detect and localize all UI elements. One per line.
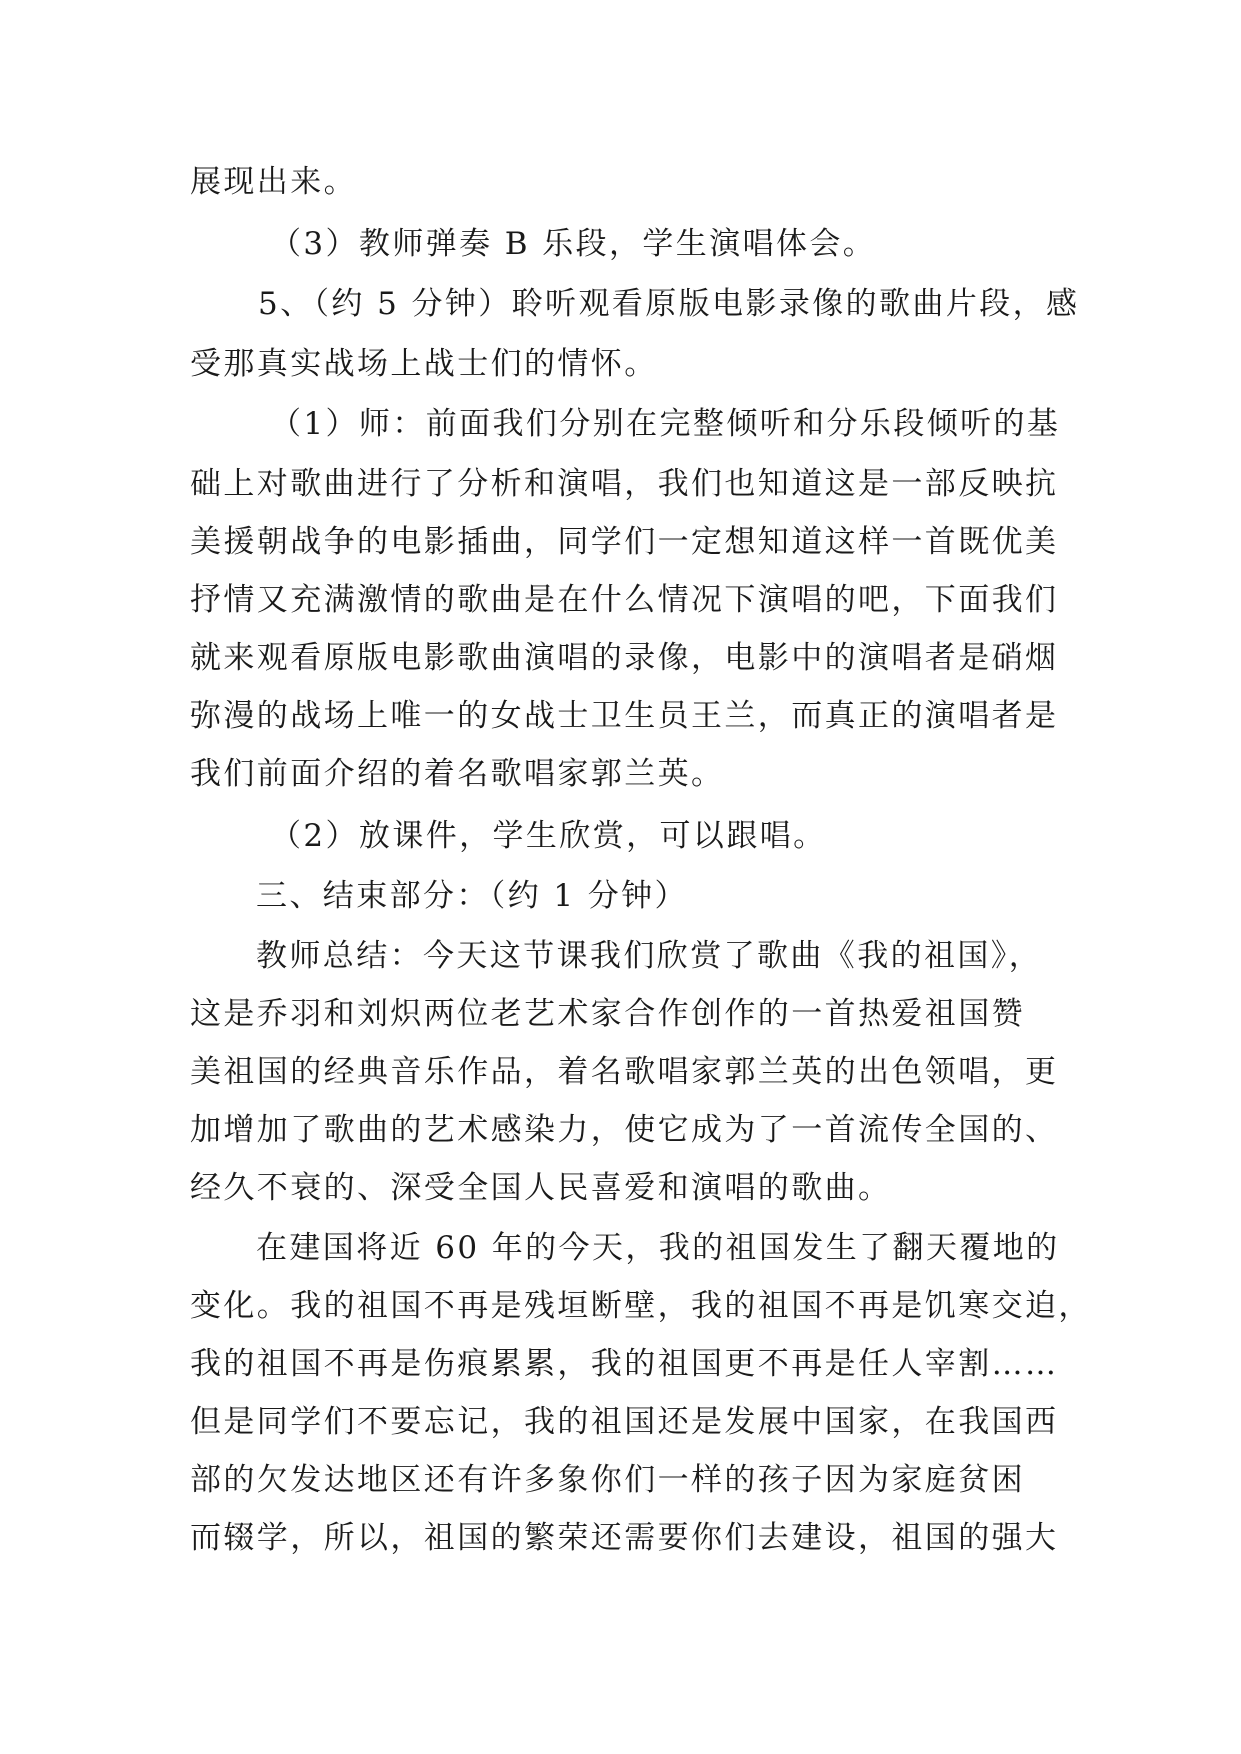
text-line: 加增加了歌曲的艺术感染力，使它成为了一首流传全国的、 <box>190 1112 1059 1148</box>
text-line: 变化。我的祖国不再是残垣断壁，我的祖国不再是饥寒交迫， <box>190 1288 1092 1324</box>
text-line: 础上对歌曲进行了分析和演唱，我们也知道这是一部反映抗 <box>190 466 1059 502</box>
text-line: 部的欠发达地区还有许多象你们一样的孩子因为家庭贫困 <box>190 1462 1025 1498</box>
text-line: 我们前面介绍的着名歌唱家郭兰英。 <box>190 756 725 792</box>
text-line: 在建国将近 60 年的今天，我的祖国发生了翻天覆地的 <box>256 1230 1060 1266</box>
text-line: 受那真实战场上战士们的情怀。 <box>190 346 658 382</box>
text-line: 弥漫的战场上唯一的女战士卫生员王兰，而真正的演唱者是 <box>190 698 1059 734</box>
text-line: 而辍学，所以，祖国的繁荣还需要你们去建设，祖国的强大 <box>190 1520 1059 1556</box>
text-line: （1）师：前面我们分别在完整倾听和分乐段倾听的基 <box>270 406 1061 442</box>
text-line: 美援朝战争的电影插曲，同学们一定想知道这样一首既优美 <box>190 524 1059 560</box>
text-line: （3）教师弹奏 B 乐段，学生演唱体会。 <box>270 226 877 262</box>
text-line: 教师总结：今天这节课我们欣赏了歌曲《我的祖国》， <box>256 938 1043 974</box>
text-line: 但是同学们不要忘记，我的祖国还是发展中国家，在我国西 <box>190 1404 1059 1440</box>
text-line: 这是乔羽和刘炽两位老艺术家合作创作的一首热爱祖国赞 <box>190 996 1025 1032</box>
text-line: 美祖国的经典音乐作品，着名歌唱家郭兰英的出色领唱，更 <box>190 1054 1059 1090</box>
text-line: （2）放课件，学生欣赏，可以跟唱。 <box>270 818 827 854</box>
text-line: 经久不衰的、深受全国人民喜爱和演唱的歌曲。 <box>190 1170 892 1206</box>
text-line: 抒情又充满激情的歌曲是在什么情况下演唱的吧，下面我们 <box>190 582 1059 618</box>
text-line: 5、（约 5 分钟）聆听观看原版电影录像的歌曲片段，感 <box>258 286 1080 322</box>
text-line: 三、结束部分：（约 1 分钟） <box>256 878 688 914</box>
text-line: 展现出来。 <box>190 164 357 200</box>
text-line: 我的祖国不再是伤痕累累，我的祖国更不再是任人宰割…… <box>190 1346 1059 1382</box>
text-line: 就来观看原版电影歌曲演唱的录像，电影中的演唱者是硝烟 <box>190 640 1059 676</box>
